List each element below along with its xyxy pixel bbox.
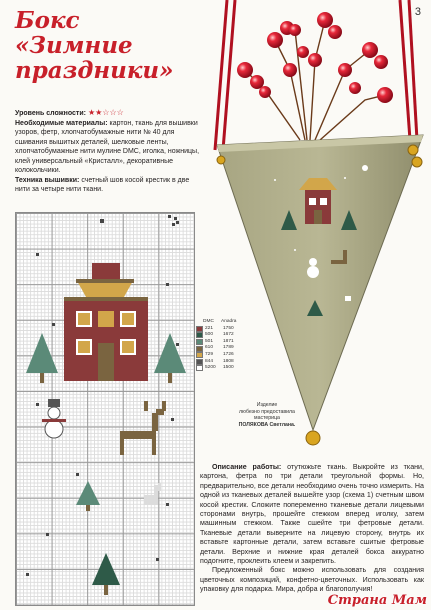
legend-header-anchor: Anadra [221,319,237,324]
legend-anchor-code: 1871 [223,338,234,344]
chart-house [64,263,148,381]
twigs [245,20,385,140]
chart-deer [120,401,166,455]
legend-anchor-code: 1500 [223,365,234,371]
legend-dmc-code: 729 [205,351,214,357]
legend-dmc-code: 5200 [205,365,216,371]
credit-author: ПОЛЯКОВА Светлана. [238,421,296,428]
legend-dmc-code: 844 [205,358,214,364]
materials-block [15,108,205,195]
materials-text: картон, ткань для вышивки узоров, фетр, хлопчатобумажные нити № 40 для сшивания вышитых деталей, шелковые ленты, хлопчатобумажные нити мулине DMC, иголка, ножницы, клей универсальный «Кристалл», декоративные колокольчики. [15,119,200,174]
article-title [15,8,215,83]
description-paragraph-1 [200,463,424,566]
legend-anchor-code: 1789 [223,345,234,351]
materials-label: Необходимые материалы: [15,119,108,127]
chart-motifs [16,213,194,605]
work-description [200,463,424,595]
legend-anchor-code: 1726 [223,351,234,357]
legend-anchor-code: 1672 [223,332,234,338]
difficulty-label: Уровень сложности: [15,110,86,117]
description-paragraph-2: Предложенный бокс можно использовать для создания цветочных композиций, конфетно-цветочных. Использовать как упаковку для подарка. Мира, добра и благополучия! [200,566,424,594]
description-text-1: отутюжьте ткань. Выкройте из ткани, картона, фетра по три детали треугольной формы. Но, предварительно, все детали необходимо очень точно измерить. На одной из тканевых деталей вышейте узор (схема 1) счетным швом косой крестик. Сложите попеременно тканевые детали лицевыми сторонами внутрь, прошейте стежком вперед иголку, затем машинным стежком. Также сшейте три фетровые детали. Тканевые детали выверните на лицевую сторону, внутрь их вставьте картонные детали, затем вставьте сшитые фетровые детали. Верхние и нижние края деталей бокса аккуратно подогните, проклеить клеем и закрепить. [200,463,424,566]
cross-stitch-chart [15,212,195,606]
legend-dmc-code: 610 [205,345,214,351]
technique-text: счетный шов косой крестик в две нити за четыре нити ткани. [15,176,190,193]
berries [237,12,393,103]
technique-label: Техника вышивки: [15,176,80,184]
legend-header-dmc: DMC [203,319,214,324]
materials-paragraph [15,119,205,176]
difficulty-stars: ★★☆☆☆ [87,108,124,117]
title-line-1: Бокс [15,7,80,34]
chart-snowman [42,399,66,438]
legend-anchor-code: 1750 [223,325,234,331]
legend-dmc-code: 500 [205,332,214,338]
credit-line-2: любезно предоставила [239,408,295,415]
cone-box-photo [195,0,431,455]
legend-dmc-code: 221 [205,325,214,331]
technique-paragraph [15,176,205,195]
title-line-2: «Зимние [15,32,133,59]
site-watermark: Страна Мам [327,593,427,608]
chart-bunny [144,483,161,505]
legend-anchor-code: 1808 [223,358,234,364]
description-label: Описание работы: [212,463,282,471]
page-number: 3 [414,6,421,18]
credit-line-3: мастерица [254,415,280,421]
legend-dmc-code: 501 [205,338,214,344]
title-line-3: праздники» [15,57,174,84]
difficulty-level [15,108,205,119]
credit-line-1: Изделие [256,402,278,408]
